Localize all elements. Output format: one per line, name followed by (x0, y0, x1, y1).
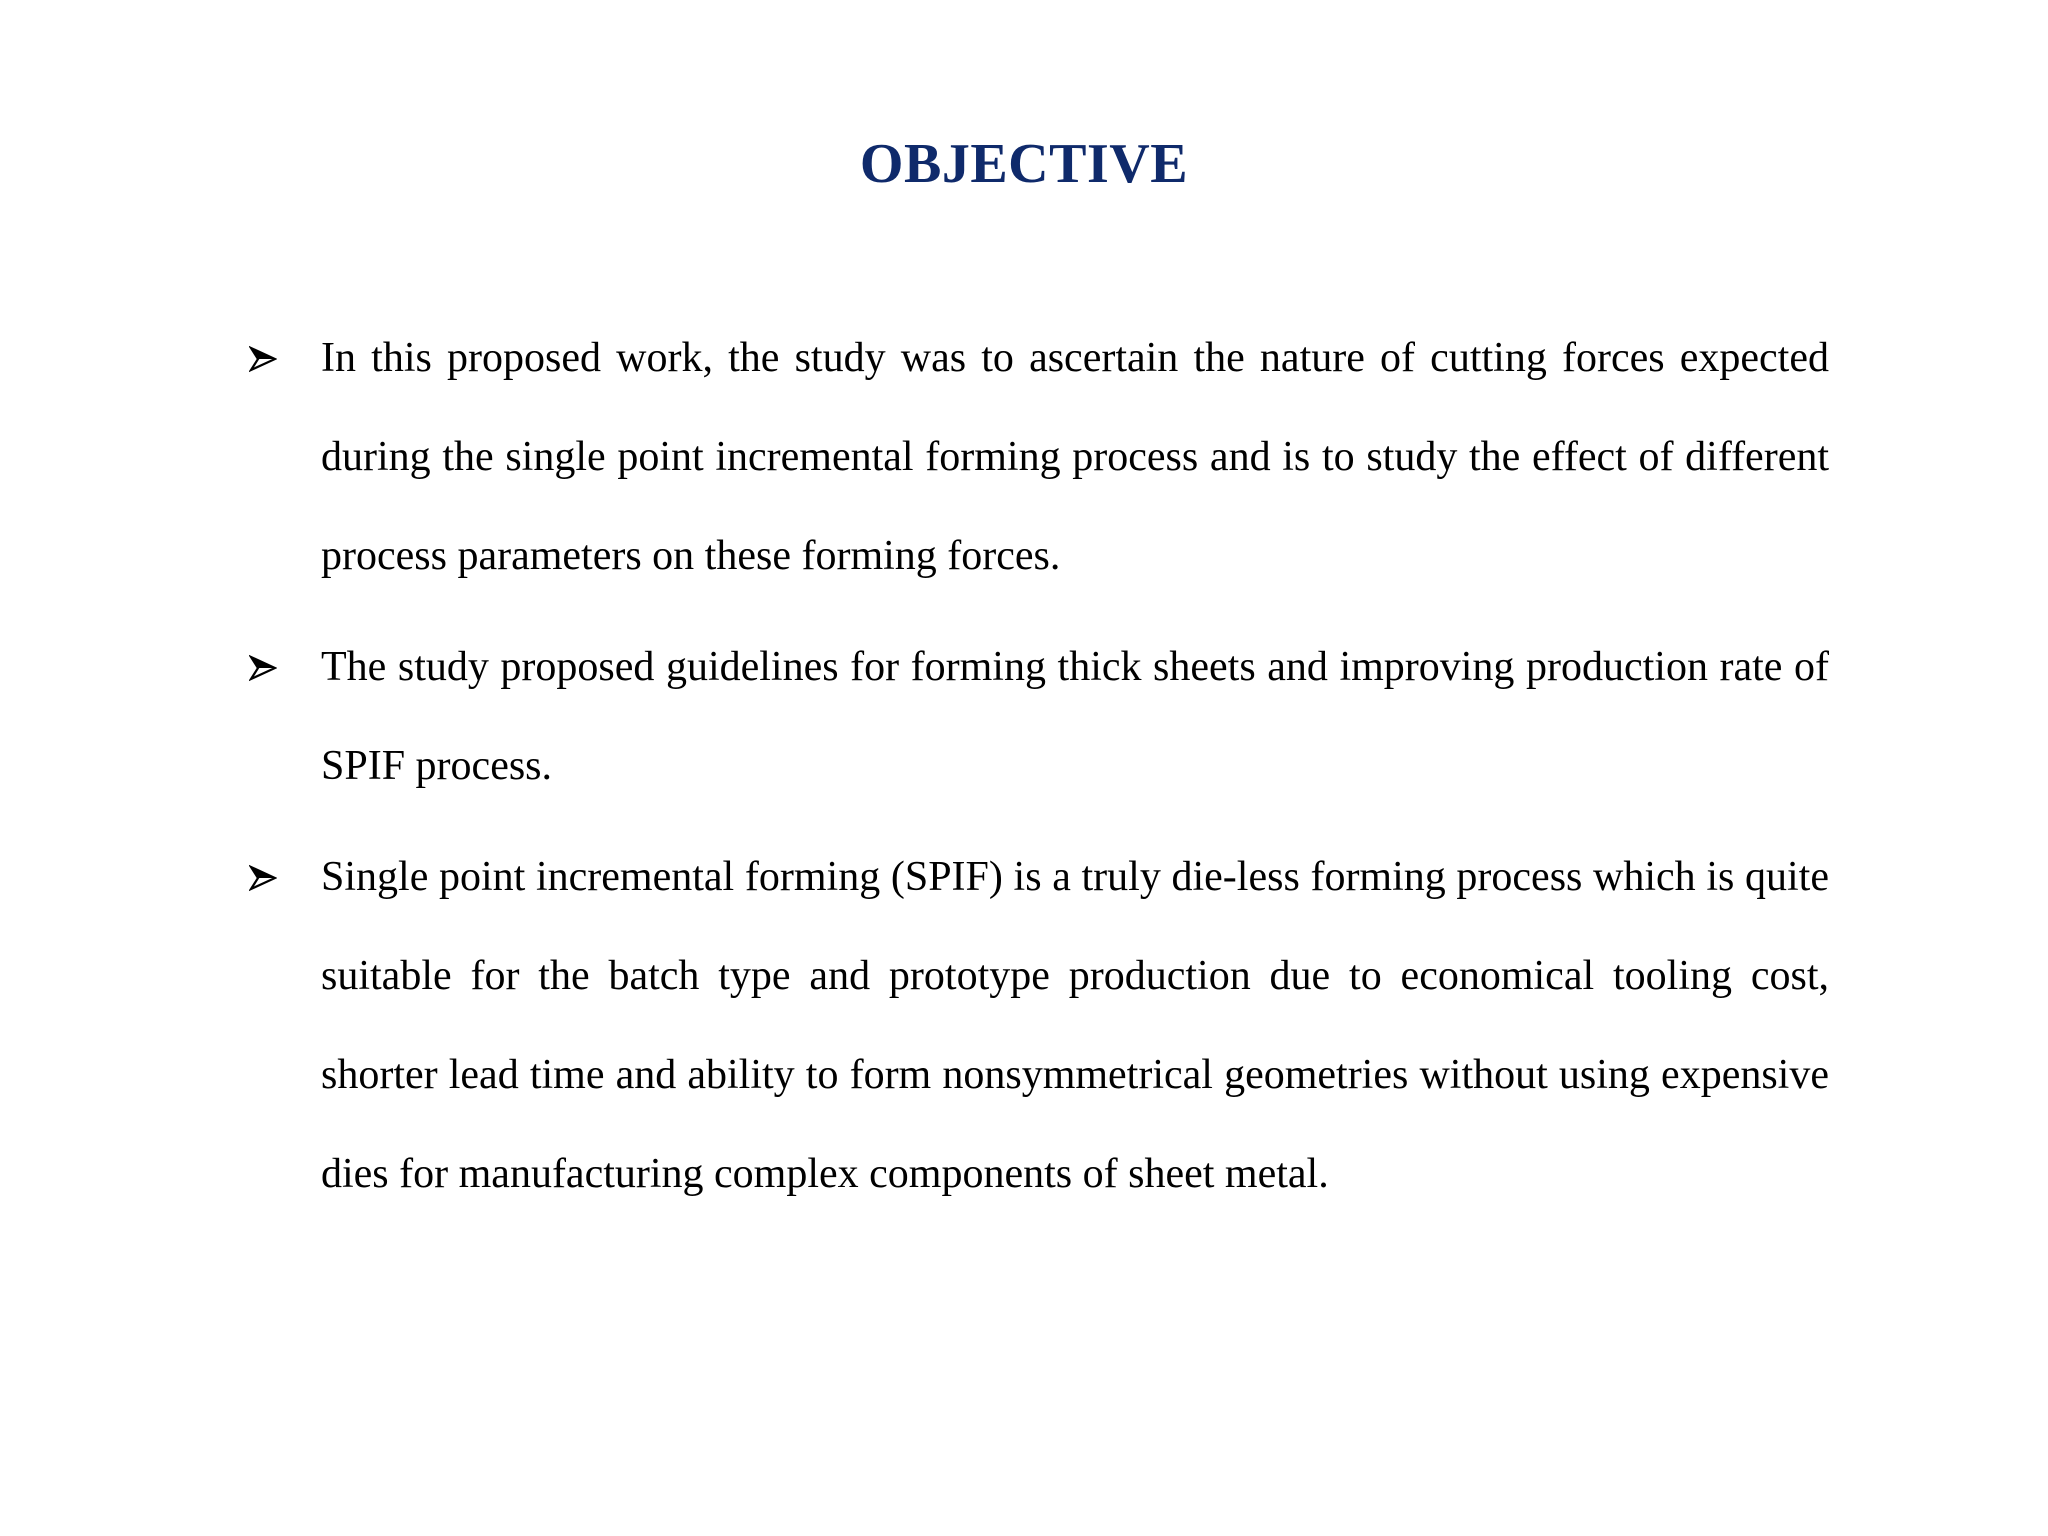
arrowhead-bullet-icon (243, 618, 283, 717)
bullet-text: The study proposed guidelines for forming thick sheets and improving production rate of SPIF process. (321, 644, 1829, 789)
bullet-text: In this proposed work, the study was to ascertain the nature of cutting forces expected during the single point incremental forming process and is to study the effect of different process parameters on these forming forces. (321, 335, 1829, 579)
arrowhead-bullet-icon (243, 828, 283, 927)
slide-title: OBJECTIVE (859, 133, 1189, 195)
bullet-item (243, 309, 1829, 606)
bullet-item (243, 618, 1829, 816)
bullet-text: Single point incremental forming (SPIF) is a truly die-less forming process which is quite suitable for the batch type and prototype production due to economical tooling cost, shorter lead time and ability to form nonsymmetrical geometries without using expensive dies for manufacturing complex components of sheet metal. (321, 854, 1829, 1197)
bullet-list (243, 309, 1829, 1224)
bullet-item (243, 828, 1829, 1224)
arrowhead-bullet-icon (243, 309, 283, 408)
